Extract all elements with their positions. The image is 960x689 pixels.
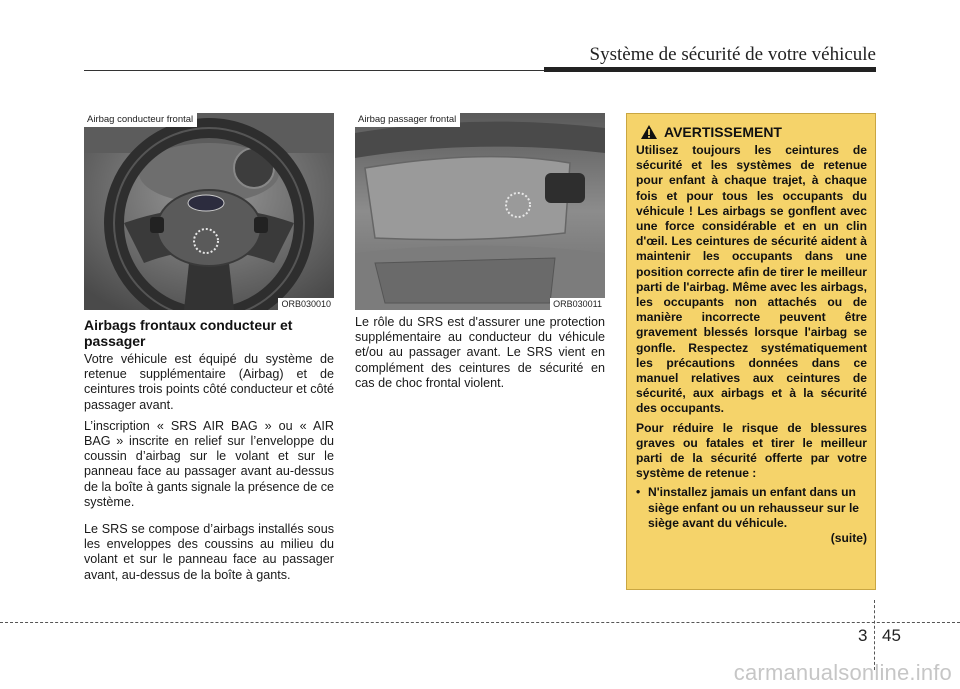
header-rule-thin: [84, 70, 544, 71]
passenger-airbag-label: Airbag passager frontal: [355, 113, 460, 127]
warning-paragraph-1: Utilisez toujours les ceintures de sécurité et les systèmes de retenue pour enfant à chaque trajet, à chaque fois et pour tous les occupants du véhicule ! Les airbags se gonflent avec une force considérable et en un clin d'œil. Les ceintures de sécurité aident à maintenir les occupants dans une position correcte afin de tirer le meilleur parti de l'airbag. Même avec les airbags, les occupants non attachés ou de manière incorrecte peuvent être gravement blessés lorsque l'airbag se gonfle. Respectez systématiquement les précautions données dans ce manuel relatives aux ceintures de sécurité, aux airbags et à la sécurité des occupants.: [636, 143, 867, 416]
passenger-airbag-photo: [355, 113, 605, 310]
warning-box: [626, 113, 876, 590]
warning-bullet-item: [636, 485, 867, 531]
warning-paragraph-2: Pour réduire le risque de blessures graves ou fatales et tirer le meilleur parti de la sécurité offerte par votre système de retenue :: [636, 420, 867, 481]
body-paragraph-3: Le SRS se compose d’airbags installés sous les enveloppes des coussins au milieu du volant et sur le panneau face au passager avant, au-dessus de la boîte à gants.: [84, 522, 334, 582]
body-paragraph-2: L’inscription « SRS AIR BAG » ou « AIR BAG » inscrite en relief sur l’enveloppe du coussin d’airbag sur le volant et sur le panneau face au passager avant au-dessus de la boîte à gants signale la présence de ce système.: [84, 418, 334, 509]
watermark: carmanualsonline.info: [733, 660, 952, 685]
body-paragraph-1: Votre véhicule est équipé du système de retenue supplémentaire (Airbag) et de ceintures trois points côté conducteur et côté passager avant.: [84, 352, 334, 412]
header-title: Système de sécurité de votre véhicule: [589, 44, 876, 65]
steering-wheel-illustration: [84, 113, 334, 310]
chapter-number: 3: [858, 626, 868, 645]
body-paragraph-4: Le rôle du SRS est d'assurer une protection supplémentaire au conducteur du véhicule et/ou au passager avant. Le SRS vient en complément des ceintures de sécurité en cas de choc frontal violent.: [355, 315, 605, 390]
dashboard-illustration: [355, 113, 605, 310]
warning-title: AVERTISSEMENT: [664, 124, 782, 140]
column-1-text: [84, 352, 334, 589]
passenger-airbag-code: ORB030011: [550, 298, 605, 310]
driver-airbag-photo: [84, 113, 334, 310]
bullet-mark: •: [636, 485, 641, 500]
warning-triangle-icon: [640, 124, 658, 140]
driver-airbag-label: Airbag conducteur frontal: [84, 113, 197, 127]
footer-dashed-rule: [0, 622, 960, 623]
warning-body: [636, 143, 867, 546]
header-rule-thick: [544, 67, 876, 72]
column-2-text: [355, 315, 605, 397]
warning-bullet-text: N'installez jamais un enfant dans un siège enfant ou un rehausseur sur le siège avant du véhicule.: [648, 485, 860, 530]
section-title: Airbags frontaux conducteur et passager: [84, 317, 293, 349]
driver-airbag-code: ORB030010: [278, 298, 334, 310]
warning-header: [636, 124, 867, 140]
warning-suite: (suite): [830, 531, 867, 546]
page-number: 45: [882, 626, 901, 645]
